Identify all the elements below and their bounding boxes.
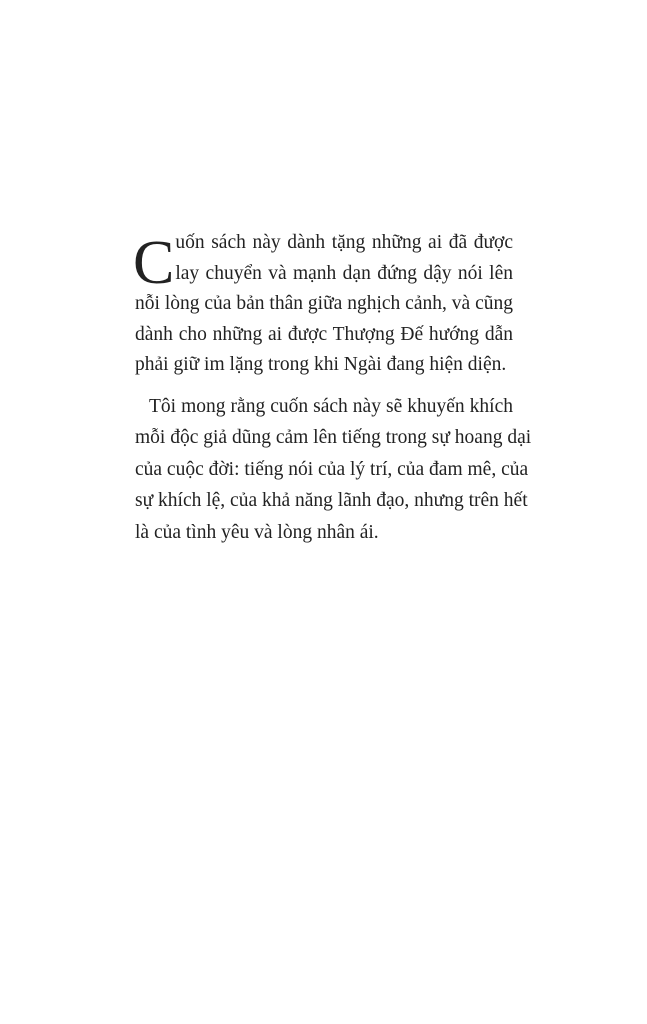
paragraph-line: lay chuyển và mạnh dạn đứng dậy nói lên (175, 262, 513, 284)
paragraph-line: mỗi độc giả dũng cảm lên tiếng trong sự hoang dại (135, 427, 532, 448)
paragraph-line: của cuộc đời: tiếng nói của lý trí, của đam mê, của (135, 458, 529, 480)
dedication-paragraph-2 (135, 391, 532, 549)
paragraph-line: dành cho những ai được Thượng Đế hướng dẫn (135, 323, 513, 345)
dedication-text (133, 228, 532, 548)
paragraph-line: phải giữ im lặng trong khi Ngài đang hiện diện. (135, 354, 507, 375)
drop-cap-letter: C (133, 229, 175, 297)
dedication-paragraph-1 (135, 228, 513, 381)
paragraph-line: nỗi lòng của bản thân giữa nghịch cảnh, và cũng (135, 293, 513, 314)
paragraph-line: Tôi mong rằng cuốn sách này sẽ khuyến khích (149, 395, 513, 417)
paragraph-line: là của tình yêu và lòng nhân ái. (135, 521, 379, 543)
paragraph-line: uốn sách này dành tặng những ai đã được (175, 232, 513, 253)
paragraph-line: sự khích lệ, của khả năng lãnh đạo, nhưng trên hết (135, 490, 528, 511)
